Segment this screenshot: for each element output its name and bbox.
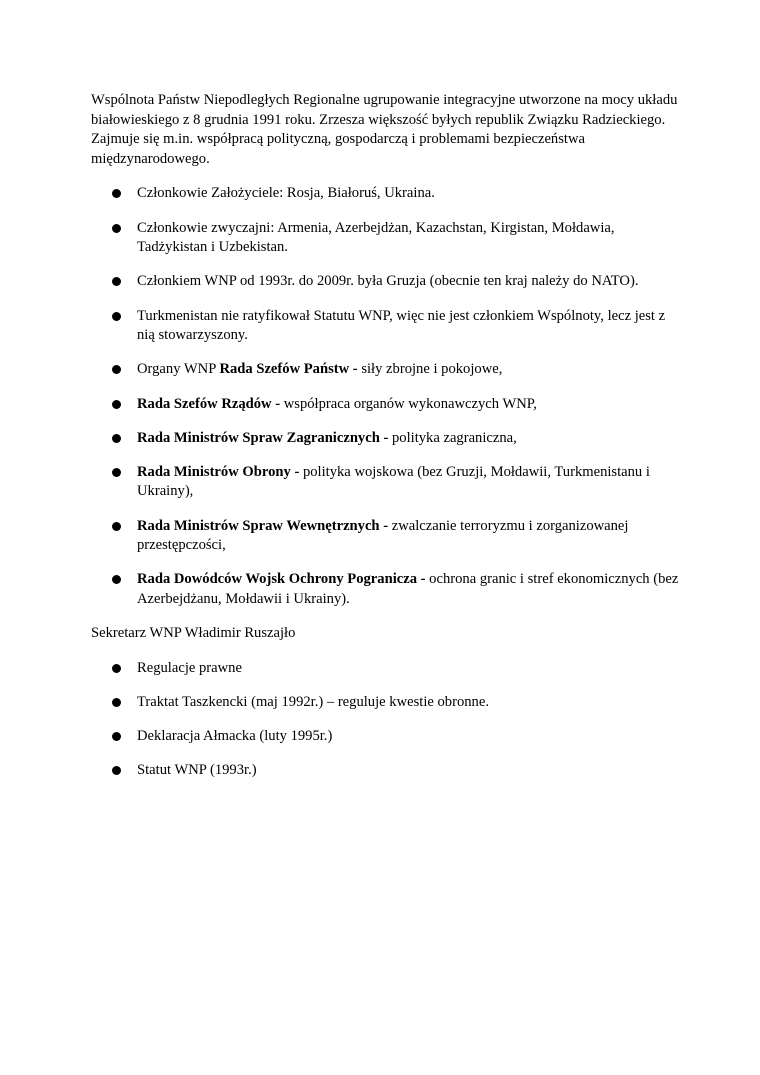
organ-name: Rada Szefów Państw - [219, 361, 358, 378]
bullet-icon [112, 698, 121, 707]
bullet-icon [112, 312, 121, 321]
list-item-text: Statut WNP (1993r.) [137, 762, 257, 779]
list-item [91, 307, 681, 346]
organ-name: Rada Ministrów Spraw Wewnętrznych - [137, 517, 389, 534]
bullet-icon [112, 732, 121, 741]
list-item-text: Członkowie Założyciele: Rosja, Białoruś, Ukraina. [137, 185, 435, 202]
bullet-icon [112, 365, 121, 374]
list-item-text: Turkmenistan nie ratyfikował Statutu WNP, więc nie jest członkiem Wspólnoty, lecz jest z nią stowarzyszony. [137, 307, 666, 344]
bullet-icon [112, 766, 121, 775]
list-item-text: Członkowie zwyczajni: Armenia, Azerbejdżan, Kazachstan, Kirgistan, Mołdawia, Tadżykistan i Uzbekistan. [137, 219, 615, 256]
list-item [91, 395, 681, 415]
secretary-paragraph: Sekretarz WNP Władimir Ruszajło [91, 625, 296, 642]
bullet-icon [112, 400, 121, 409]
document-page [91, 91, 681, 796]
organ-description: współpraca organów wykonawczych WNP, [280, 395, 537, 412]
bullet-icon [112, 664, 121, 673]
list-item [91, 360, 681, 380]
organ-description: polityka wojskowa (bez Gruzji, Mołdawii, Turkmenistanu i Ukrainy), [137, 463, 650, 500]
intro-paragraph: Wspólnota Państw Niepodległych Regionalne ugrupowanie integracyjne utworzone na mocy układu białowieskiego z 8 grudnia 1991 roku. Zrzesza większość byłych republik Związku Radzieckiego. Zajmuje się m.in. współpracą polityczną, gospodarczą i problemami bezpieczeństwa międzynarodowego. [91, 92, 678, 167]
organ-description: zwalczanie terroryzmu i zorganizowanej przestępczości, [137, 517, 629, 554]
list-item [91, 761, 681, 781]
list-item [91, 429, 681, 449]
organ-name: Rada Dowódców Wojsk Ochrony Pogranicza - [137, 571, 426, 588]
bullet-icon [112, 575, 121, 584]
legal-regulations-list [91, 659, 681, 781]
bullet-icon [112, 522, 121, 531]
bullet-icon [112, 277, 121, 286]
organ-description: polityka zagraniczna, [388, 429, 517, 446]
list-item-text: Członkiem WNP od 1993r. do 2009r. była Gruzja (obecnie ten kraj należy do NATO). [137, 273, 639, 290]
bullet-icon [112, 468, 121, 477]
organ-name: Rada Szefów Rządów - [137, 395, 281, 412]
list-item-text: Regulacje prawne [137, 659, 242, 676]
bullet-icon [112, 189, 121, 198]
bullet-icon [112, 224, 121, 233]
list-item [91, 463, 681, 502]
organ-description: siły zbrojne i pokojowe, [357, 361, 503, 378]
list-item-text: Traktat Taszkencki (maj 1992r.) – reguluje kwestie obronne. [137, 694, 489, 710]
list-item [91, 219, 681, 258]
list-item [91, 570, 681, 609]
members-and-organs-list [91, 184, 681, 609]
list-item-prefix: Organy WNP [137, 361, 220, 378]
organ-name: Rada Ministrów Spraw Zagranicznych - [137, 429, 389, 446]
list-item [91, 517, 681, 556]
list-item [91, 659, 681, 679]
organ-description: ochrona granic i stref ekonomicznych (bez Azerbejdżanu, Mołdawii i Ukrainy). [137, 571, 679, 608]
list-item [91, 693, 681, 713]
bullet-icon [112, 434, 121, 443]
list-item-text: Deklaracja Ałmacka (luty 1995r.) [137, 728, 333, 745]
list-item [91, 727, 681, 747]
list-item [91, 184, 681, 204]
list-item [91, 272, 681, 292]
organ-name: Rada Ministrów Obrony - [137, 463, 300, 480]
